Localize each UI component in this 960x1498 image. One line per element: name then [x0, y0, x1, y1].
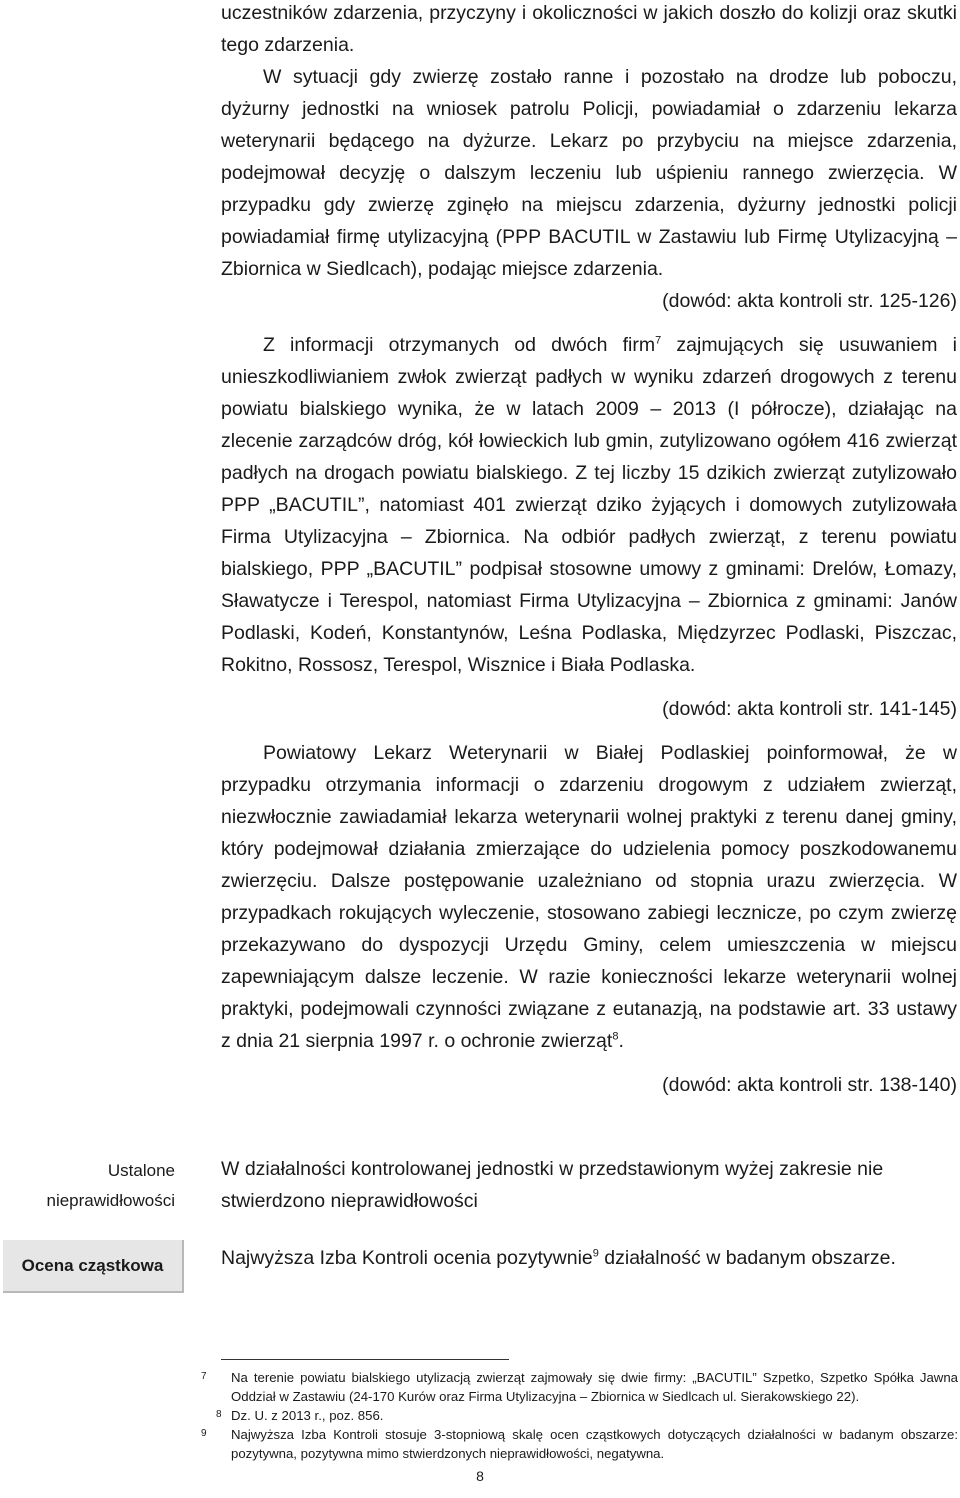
- rating-text: Najwyższa Izba Kontroli ocenia pozytywnie$^9$ działalność w badanym obszarze.: [221, 1247, 896, 1269]
- findings-side-label: Ustalone nieprawidłowości: [46, 1161, 175, 1210]
- evidence-reference-1: (dowód: akta kontroli str. 125-126): [662, 290, 957, 312]
- paragraph-injured-animal: W sytuacji gdy zwierzę zostało ranne i pozostało na drodze lub poboczu, dyżurny jednostki na wniosek patrolu Policji, powiadamiał o zdarzeniu lekarza weterynarii będącego na dyżurze. Lekarz po przybyciu na miejsce zdarzenia, podejmował decyzję o dalszym leczeniu lub uśpieniu rannego zwierzęcia. W przypadku gdy zwierzę zginęło na miejscu zdarzenia, dyżurny jednostki policji powiadamiał firmę utylizacyjną (PPP BACUTIL w Zastawiu lub Firmę Utylizacyjną – Zbiornica w Siedlcach), podając miejsce zdarzenia.: [221, 66, 957, 280]
- main-text-column: [221, 0, 957, 1101]
- findings-text: W działalności kontrolowanej jednostki w przedstawionym wyżej zakresie nie stwierdzono nieprawidłowości: [221, 1158, 884, 1212]
- footnote-ref-8[interactable]: 8: [612, 1030, 619, 1043]
- footnote-7: 7 Na terenie powiatu bialskiego utylizacją zwierząt zajmowały się dwie firmy: „BACUTIL” Szpetko, Szpetko Spółka Jawna Oddział w Zastawiu (24-170 Kurów oraz Firma Utylizacyjna – Zbiornica w Siedlcach ul. Sierakowskiego 22).: [201, 1370, 958, 1404]
- footnote-separator: [221, 1359, 509, 1360]
- footnote-ref-7[interactable]: 7: [655, 334, 662, 347]
- footnote-9: 9 Najwyższa Izba Kontroli stosuje 3-stopniową skalę ocen cząstkowych dotyczących działalności w badanym obszarze: pozytywna, pozytywna mimo stwierdzonych nieprawidłowości, negatywna.: [201, 1427, 958, 1461]
- paragraph-veterinarian: Powiatowy Lekarz Weterynarii w Białej Podlaskiej poinformował, że w przypadku otrzymania informacji o zdarzeniu drogowym z udziałem zwierząt, niezwłocznie zawiadamiał lekarza weterynarii wolnej praktyki z terenu danej gminy, który podejmował działania zmierzające do udzielenia pomocy poszkodowanemu zwierzęciu. Dalsze postępowanie uzależniano od stopnia urazu zwierzęcia. W przypadkach rokujących wyleczenie, stosowano zabiegi lecznicze, po czym zwierzę przekazywano do dyspozycji Urzędu Gminy, celem umieszczenia w miejscu zapewniającym dalsze leczenie. W razie konieczności lekarze weterynarii wolnej praktyki, podejmowali czynności związane z eutanazją, na podstawie art. 33 ustawy z dnia 21 sierpnia 1997 r. o ochronie zwierząt$^8$.: [221, 742, 957, 1052]
- page-number: 8: [476, 1468, 484, 1484]
- paragraph-continuation: uczestników zdarzenia, przyczyny i okoliczności w jakich doszło do kolizji oraz skutki tego zdarzenia.: [221, 2, 957, 56]
- footnote-8: 8 Dz. U. z 2013 r., poz. 856.: [216, 1408, 384, 1423]
- evidence-reference-2: (dowód: akta kontroli str. 141-145): [662, 698, 957, 720]
- evidence-reference-3: (dowód: akta kontroli str. 138-140): [662, 1074, 957, 1096]
- paragraph-disposal-firms: Z informacji otrzymanych od dwóch firm$^7$ zajmujących się usuwaniem i unieszkodliwianiem zwłok zwierząt padłych w wyniku zdarzeń drogowych z terenu powiatu bialskiego wynika, że w latach 2009 – 2013 (I półrocze), działając na zlecenie zarządców dróg, kół łowieckich lub gmin, zutylizowano ogółem 416 zwierząt padłych na drogach powiatu bialskiego. Z tej liczby 15 dzikich zwierząt zutylizowało PPP „BACUTIL”, natomiast 401 zwierząt dziko żyjących i domowych zutylizowała Firma Utylizacyjna – Zbiornica. Na odbiór padłych zwierząt, z terenu powiatu bialskiego, PPP „BACUTIL” podpisał stosowne umowy z gminami: Drelów, Łomazy, Sławatycze i Terespol, natomiast Firma Utylizacyjna – Zbiornica z gminami: Janów Podlaski, Kodeń, Konstantynów, Leśna Podlaska, Międzyrzec Podlaski, Piszczac, Rokitno, Rossosz, Terespol, Wisznice i Biała Podlaska.: [221, 334, 957, 676]
- rating-label-box: Ocena cząstkowa: [3, 1240, 184, 1293]
- footnotes: [201, 1368, 958, 1463]
- footnote-ref-9[interactable]: 9: [592, 1247, 599, 1260]
